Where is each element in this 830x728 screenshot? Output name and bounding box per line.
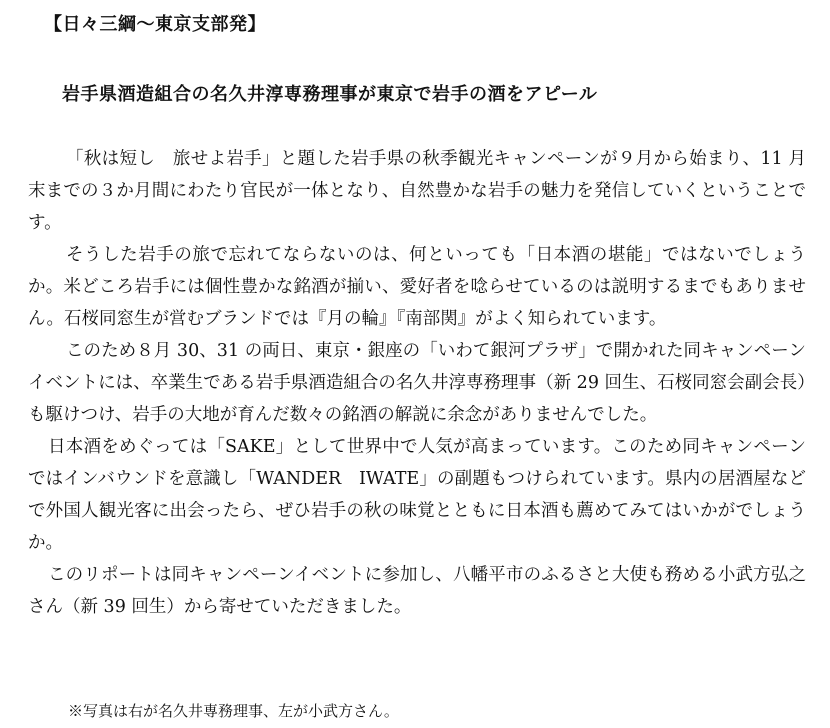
paragraph-ginza-event: このため８月 30、31 の両日、東京・銀座の「いわて銀河プラザ」で開かれた同キャンペーンイベントには、卒業生である岩手県酒造組合の名久井淳専務理事（新 29 回生、石桜同窓会副会長）も駆けつけ、岩手の大地が育んだ数々の銘酒の解説に余念がありませんでした。 — [28, 341, 806, 425]
article-body — [28, 143, 806, 623]
paragraph-report-credit: このリポートは同キャンペーンイベントに参加し、八幡平市のふるさと大使も務める小武方弘之さん（新 39 回生）から寄せていただきました。 — [28, 565, 806, 617]
paragraph-sake-appreciation: そうした岩手の旅で忘れてならないのは、何といっても「日本酒の堪能」ではないでしょうか。米どころ岩手には個性豊かな銘酒が揃い、愛好者を唸らせているのは説明するまでもありません。石桜同窓生が営むブランドでは『月の輪』『南部関』がよく知られています。 — [28, 245, 806, 329]
paragraph-campaign-intro: 「秋は短し 旅せよ岩手」と題した岩手県の秋季観光キャンペーンが９月から始まり、11 月末までの３か月間にわたり官民が一体となり、自然豊かな岩手の魅力を発信していくということです。 — [28, 149, 806, 233]
article-headline: 岩手県酒造組合の名久井淳専務理事が東京で岩手の酒をアピール — [62, 84, 598, 105]
section-tag: 【日々三綱〜東京支部発】 — [44, 14, 266, 35]
paragraph-inbound-sake: 日本酒をめぐっては「SAKE」として世界中で人気が高まっています。このため同キャンペーンではインバウンドを意識し「WANDER IWATE」の副題もつけられています。県内の居酒屋などで外国人観光客に出会ったら、ぜひ岩手の秋の味覚とともに日本酒も薦めてみてはいかがでしょうか。 — [28, 437, 806, 553]
photo-caption-note: ※写真は右が名久井専務理事、左が小武方さん。 — [68, 702, 399, 720]
